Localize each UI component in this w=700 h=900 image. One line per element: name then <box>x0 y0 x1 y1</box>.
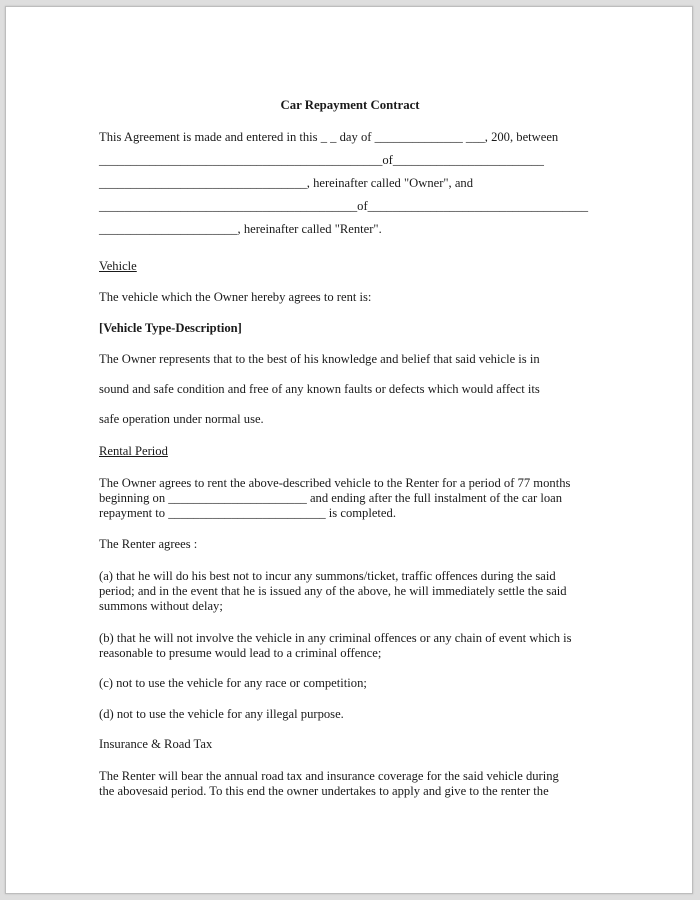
clause-a-line-3: summons without delay; <box>99 599 223 613</box>
rental-period-line-3: repayment to _________________________ is completed. <box>99 506 396 520</box>
clause-c: (c) not to use the vehicle for any race or competition; <box>99 676 367 690</box>
rental-period-line-2: beginning on ______________________ and ending after the full instalment of the car loan <box>99 491 563 505</box>
vehicle-intro: The vehicle which the Owner hereby agrees to rent is: <box>99 290 372 304</box>
rental-period-heading: Rental Period <box>99 444 168 458</box>
agreement-line-4: _________________________________________of___________________________________ <box>99 199 589 213</box>
clause-b-line-2: reasonable to presume would lead to a criminal offence; <box>99 646 382 660</box>
renter-agrees-heading: The Renter agrees : <box>99 537 198 551</box>
agreement-line-1: This Agreement is made and entered in this _ _ day of ______________ ___, 200, between <box>99 130 559 144</box>
vehicle-condition-line-1: The Owner represents that to the best of his knowledge and belief that said vehicle is in <box>99 352 540 366</box>
clause-a-line-1: (a) that he will do his best not to incur any summons/ticket, traffic offences during the said <box>99 569 556 583</box>
clause-b-line-1: (b) that he will not involve the vehicle in any criminal offences or any chain of event which is <box>99 631 572 645</box>
document-page <box>5 6 693 894</box>
contract-title: Car Repayment Contract <box>280 98 420 112</box>
rental-period-line-1: The Owner agrees to rent the above-described vehicle to the Renter for a period of 77 months <box>99 476 571 490</box>
clause-a-line-2: period; and in the event that he is issued any of the above, he will immediately settle the said <box>99 584 567 598</box>
insurance-heading: Insurance & Road Tax <box>99 737 213 751</box>
clause-d: (d) not to use the vehicle for any illegal purpose. <box>99 707 344 721</box>
agreement-line-3: _________________________________, hereinafter called "Owner", and <box>99 176 474 190</box>
vehicle-type-description: [Vehicle Type-Description] <box>99 321 242 335</box>
vehicle-condition-line-3: safe operation under normal use. <box>99 412 264 426</box>
vehicle-condition-line-2: sound and safe condition and free of any known faults or defects which would affect its <box>99 382 540 396</box>
vehicle-heading: Vehicle <box>99 259 137 273</box>
agreement-line-2: _____________________________________________of________________________ <box>99 153 544 167</box>
agreement-line-5: ______________________, hereinafter called "Renter". <box>99 222 382 236</box>
insurance-line-1: The Renter will bear the annual road tax and insurance coverage for the said vehicle during <box>99 769 559 783</box>
insurance-line-2: the abovesaid period. To this end the owner undertakes to apply and give to the renter the <box>99 784 549 798</box>
